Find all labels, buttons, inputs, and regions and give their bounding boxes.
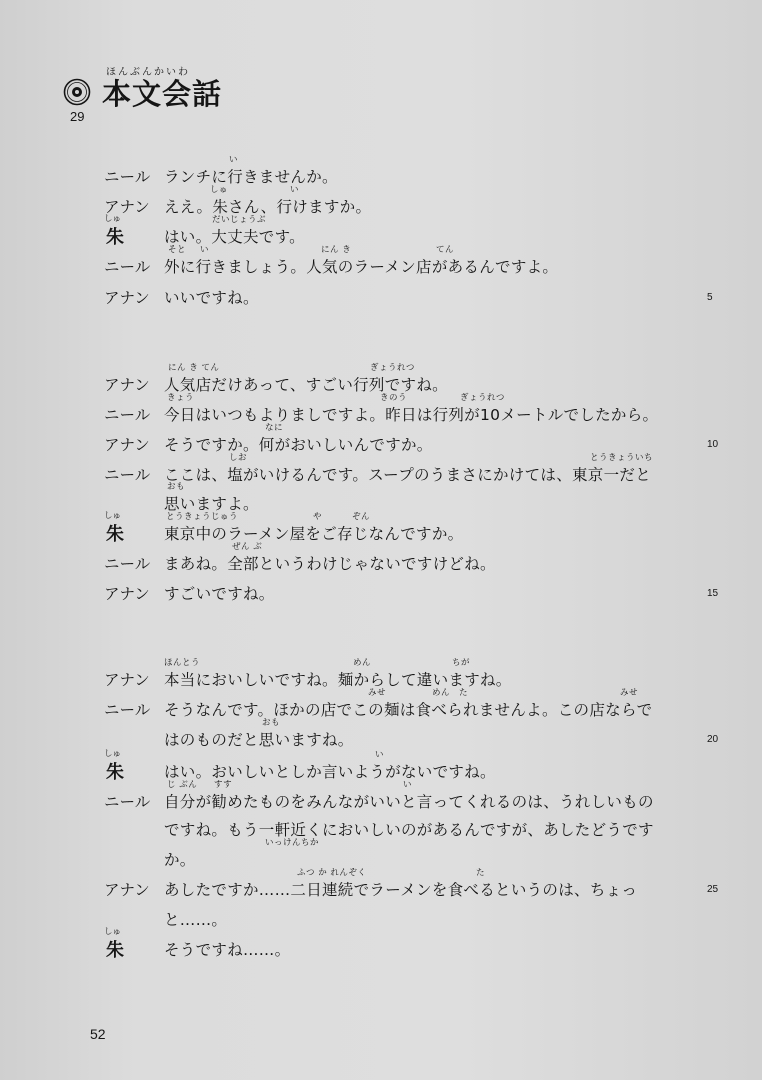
dialogue-text: 思いますよ。 [164, 495, 259, 513]
dialogue-line [0, 870, 762, 900]
speaker-name: 朱 [106, 227, 124, 248]
furigana: ぜん ぶ [232, 542, 263, 552]
dialogue-line [0, 782, 762, 812]
dialogue-line [0, 511, 762, 545]
speaker-name: ニール [104, 406, 151, 424]
furigana: おも [262, 718, 281, 728]
dialogue-text: まあね。全部というわけじゃないですけどね。 [164, 555, 496, 573]
line-number: 20 [707, 734, 719, 745]
dialogue-line [0, 927, 762, 961]
furigana: ほんとう [164, 658, 201, 668]
furigana: い [375, 750, 385, 760]
furigana: い [229, 155, 239, 165]
furigana: てん [436, 245, 455, 255]
dialogue-text: ランチに行きませんか。 [164, 168, 338, 186]
dialogue-text: 外に行きましょう。人気のラーメン店があるんですよ。 [164, 258, 559, 276]
furigana: い [403, 780, 413, 790]
dialogue-text: 今日はいつもよりましですよ。昨日は行列が10メートルでしたから。 [164, 406, 659, 424]
furigana: とうきょういち [590, 453, 654, 463]
furigana: きょう [167, 393, 195, 403]
speaker-name: アナン [104, 585, 150, 603]
furigana: めん [353, 658, 372, 668]
speaker-name: アナン [104, 671, 150, 689]
speaker-furigana: しゅ [104, 749, 122, 759]
furigana: いっけんちか [265, 838, 320, 848]
audio-track-number: 29 [70, 109, 85, 124]
dialogue-text: あしたですか……二日連続でラーメンを食べるというのは、ちょっ [164, 881, 638, 899]
dialogue-line [0, 690, 762, 720]
dialogue-text: ここは、塩がいけるんです。スープのうまさにかけては、東京一だと [164, 466, 652, 484]
furigana: い [290, 185, 300, 195]
furigana: ふつ か れんぞく [297, 868, 367, 878]
speaker-name: 朱 [106, 524, 124, 545]
speaker-furigana: しゅ [104, 927, 122, 937]
line-number: 25 [707, 884, 719, 895]
dialogue-line [0, 157, 762, 187]
speaker-name: ニール [104, 466, 151, 484]
furigana: とうきょうじゅう [166, 512, 239, 522]
furigana: しゅ [210, 185, 229, 195]
furigana: ぎょうれつ [460, 393, 505, 403]
speaker-name: アナン [104, 436, 150, 454]
furigana: しお [229, 453, 248, 463]
furigana: や [313, 512, 323, 522]
dialogue-text: そうですね……。 [164, 941, 291, 959]
speaker-name: ニール [104, 793, 151, 811]
speaker-name: ニール [104, 168, 151, 186]
furigana: い [200, 245, 210, 255]
furigana: た [476, 868, 486, 878]
dialogue-text: 人気店だけあって、すごい行列ですね。 [164, 376, 448, 394]
furigana: にん き てん [168, 363, 220, 373]
speaker-name: ニール [104, 258, 151, 276]
dialogue-text: はい。大丈夫です。 [164, 228, 305, 246]
speaker-name: アナン [104, 881, 150, 899]
dialogue-text: ですね。もう一軒近くにおいしいのがあるんですが、あしたどうです [164, 821, 654, 839]
speaker-name: 朱 [106, 762, 124, 783]
dialogue-line [0, 574, 762, 604]
dialogue-line [0, 247, 762, 277]
dialogue-text: 自分が勧めたものをみんながいいと言ってくれるのは、うれしいもの [164, 793, 654, 811]
dialogue-text: はのものだと思いますね。 [164, 731, 354, 749]
line-number: 5 [707, 292, 713, 303]
furigana: そと [168, 245, 187, 255]
dialogue-line [0, 749, 762, 783]
dialogue-text: そうですか。何がおいしいんですか。 [164, 436, 433, 454]
dialogue-text: いいですね。 [164, 289, 259, 307]
dialogue-text: 本当においしいですね。麺からして違いますね。 [164, 671, 512, 689]
dialogue-text: 東京中のラーメン屋をご存じなんですか。 [164, 525, 464, 543]
furigana: なに [265, 423, 284, 433]
furigana: おも [167, 482, 186, 492]
furigana: すす [214, 780, 233, 790]
furigana: みせ [620, 688, 639, 698]
speaker-name: アナン [104, 376, 150, 394]
speaker-name: ニール [104, 701, 151, 719]
furigana: ちが [452, 658, 471, 668]
furigana: めん [432, 688, 451, 698]
title-furigana: ほんぶんかいわ [106, 67, 190, 78]
dialogue-text: ええ。朱さん、行けますか。 [164, 198, 372, 216]
furigana: だいじょうぶ [212, 215, 267, 225]
section-title: 本文会話 [102, 77, 223, 111]
page-number: 52 [90, 1026, 106, 1042]
furigana: にん き [321, 245, 352, 255]
line-number: 10 [707, 439, 719, 450]
speaker-furigana: しゅ [104, 214, 122, 224]
dialogue-line [0, 544, 762, 574]
furigana: じ ぶん [167, 780, 198, 790]
speaker-name: 朱 [106, 940, 124, 961]
dialogue-text: と……。 [164, 911, 228, 929]
dialogue-text: そうなんです。ほかの店でこの麺は食べられませんよ。この店ならで [164, 701, 653, 719]
dialogue-line [0, 455, 762, 485]
dialogue-text: か。 [164, 851, 196, 869]
line-number: 15 [707, 588, 719, 599]
speaker-furigana: しゅ [104, 511, 122, 521]
speaker-name: ニール [104, 555, 151, 573]
furigana: みせ [368, 688, 387, 698]
dialogue-line [0, 395, 762, 425]
furigana: きのう [380, 393, 408, 403]
dialogue-text: はい。おいしいとしか言いようがないですね。 [164, 763, 496, 781]
furigana: ぞん [352, 512, 371, 522]
dialogue-line [0, 278, 762, 308]
dialogue-line [0, 810, 762, 840]
audio-cd-icon [63, 78, 91, 106]
dialogue-line [0, 840, 762, 870]
speaker-name: アナン [104, 198, 150, 216]
dialogue-text: すごいですね。 [164, 585, 275, 603]
dialogue-line [0, 720, 762, 750]
furigana: た [459, 688, 469, 698]
speaker-name: アナン [104, 289, 150, 307]
dialogue-line [0, 214, 762, 248]
furigana: ぎょうれつ [370, 363, 415, 373]
